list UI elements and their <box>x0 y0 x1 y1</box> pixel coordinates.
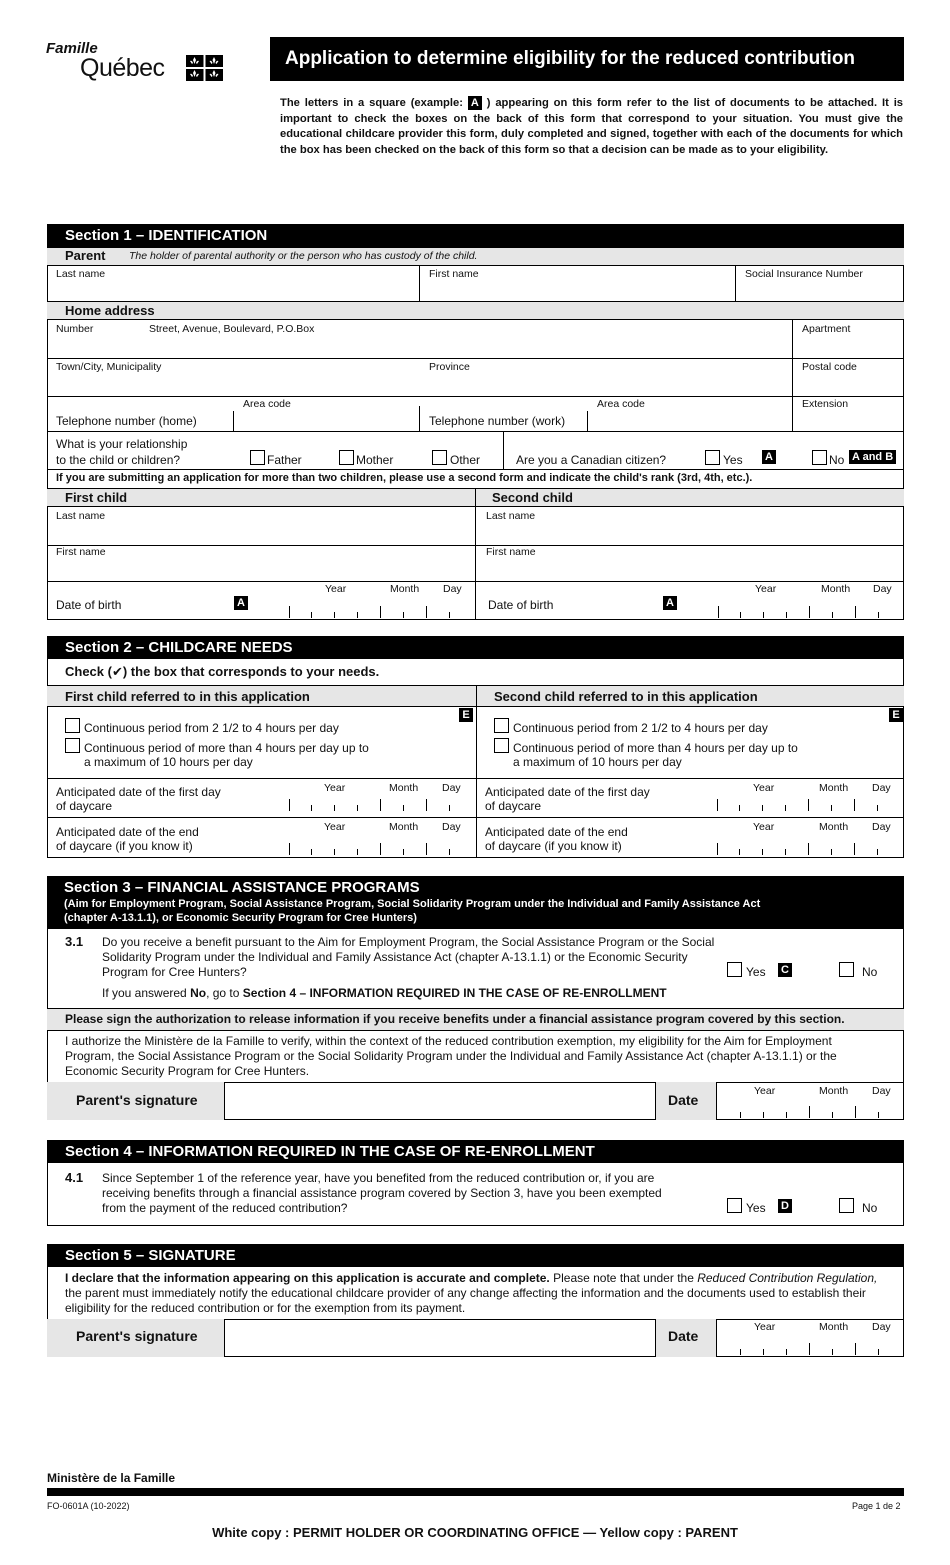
postal-code-input[interactable] <box>797 375 900 393</box>
child2-first-name-label: First name <box>486 546 536 558</box>
parent-note: The holder of parental authority or the person who has custody of the child. <box>129 250 478 262</box>
s3-date-label: Date <box>668 1092 699 1108</box>
q31-yes-tag: C <box>778 963 792 977</box>
logo-famille: Famille <box>46 40 98 57</box>
child2-e-tag: E <box>889 708 903 722</box>
citizen-question: Are you a Canadian citizen? <box>516 453 667 467</box>
q41-number: 4.1 <box>65 1170 84 1185</box>
child1-opt2-label-2: a maximum of 10 hours per day <box>84 755 253 769</box>
footer-bar <box>47 1488 904 1496</box>
child2-opt2-checkbox[interactable] <box>494 738 509 753</box>
child1-opt1-checkbox[interactable] <box>65 718 80 733</box>
extension-label: Extension <box>802 398 849 410</box>
child2-opt2-label-2: a maximum of 10 hours per day <box>513 755 682 769</box>
province-input[interactable] <box>424 375 786 393</box>
sin-label: Social Insurance Number <box>745 268 863 280</box>
section-3-title: Section 3 – FINANCIAL ASSISTANCE PROGRAMS <box>64 879 420 896</box>
area-code-2-label: Area code <box>597 398 645 410</box>
more-children-note: If you are submitting an application for more than two children, please use a second form and indicate the child's rank (3rd, 4th, etc.). <box>56 472 753 484</box>
page-number: Page 1 de 2 <box>852 1501 901 1511</box>
postal-code-label: Postal code <box>802 361 857 373</box>
apartment-label: Apartment <box>802 323 851 335</box>
q31-number: 3.1 <box>65 934 84 949</box>
s5-signature-label: Parent's signature <box>76 1328 198 1344</box>
section-4-title: Section 4 – INFORMATION REQUIRED IN THE CASE OF RE-ENROLLMENT <box>47 1140 904 1163</box>
area-code-1-label: Area code <box>243 398 291 410</box>
child1-dob-label: Date of birth <box>56 598 122 612</box>
town-label: Town/City, Municipality <box>56 361 162 373</box>
section-3-header: Section 3 – FINANCIAL ASSISTANCE PROGRAMS (Aim for Employment Program, Social Assistance Program, Social Solidarity Program under the Individual and Family Assistance Act (chapter A-13.1.1), or Economic Security Program for Cree Hunters) <box>47 876 904 929</box>
s3-signature-input[interactable] <box>228 1085 652 1117</box>
extension-input[interactable] <box>797 412 900 430</box>
relationship-label-2: to the child or children? <box>56 453 181 467</box>
child1-end-date-input[interactable] <box>289 837 471 857</box>
child2-opt2-label-1: Continuous period of more than 4 hours per day up to <box>513 741 798 755</box>
copies-note: White copy : PERMIT HOLDER OR COORDINATING OFFICE — Yellow copy : PARENT <box>212 1525 738 1540</box>
father-label: Father <box>267 453 302 467</box>
ministry-name: Ministère de la Famille <box>47 1471 176 1485</box>
s5-date-input[interactable] <box>718 1337 901 1356</box>
tel-home-input[interactable] <box>238 412 414 430</box>
declaration-line-1: I declare that the information appearing on this application is accurate and complete. Please note that under the Reduced Contribution Regulation, <box>65 1271 878 1285</box>
s5-date-label: Date <box>668 1328 699 1344</box>
tel-work-input[interactable] <box>592 412 787 430</box>
child2-end-date-input[interactable] <box>717 837 900 857</box>
section-2-instruction: Check (✔) the box that corresponds to your needs. <box>65 664 380 679</box>
child2-first-name-input[interactable] <box>481 560 899 578</box>
section-1-title: Section 1 – IDENTIFICATION <box>47 224 904 247</box>
form-code: FO-0601A (10-2022) <box>47 1501 130 1511</box>
street-input[interactable] <box>52 337 787 355</box>
child1-first-day-input[interactable] <box>289 797 471 816</box>
q31-yes-checkbox[interactable] <box>727 962 742 977</box>
q31-goto: If you answered No, go to Section 4 – INFORMATION REQUIRED IN THE CASE OF RE-ENROLLMENT <box>102 986 667 1000</box>
child1-dob-tag: A <box>234 596 248 610</box>
parent-label: Parent <box>65 248 106 263</box>
citizen-no-checkbox[interactable] <box>812 450 827 465</box>
q41-no-checkbox[interactable] <box>839 1198 854 1213</box>
citizen-no-label: No <box>829 453 845 467</box>
town-input[interactable] <box>52 375 414 393</box>
example-tag: A <box>468 96 482 110</box>
first-child-label: First child <box>65 490 128 505</box>
child1-opt2-label-1: Continuous period of more than 4 hours per day up to <box>84 741 369 755</box>
child1-opt2-checkbox[interactable] <box>65 738 80 753</box>
parent-last-name-input[interactable] <box>52 282 414 300</box>
number-label: Number <box>56 323 94 335</box>
home-address-label: Home address <box>65 303 155 318</box>
form-title: Application to determine eligibility for the reduced contribution <box>270 37 904 81</box>
section-2-title: Section 2 – CHILDCARE NEEDS <box>47 636 904 659</box>
child1-opt1-label: Continuous period from 2 1/2 to 4 hours per day <box>84 721 339 735</box>
s3-date-input[interactable] <box>718 1100 901 1119</box>
parent-last-name-label: Last name <box>56 268 106 280</box>
sin-input[interactable] <box>740 282 900 300</box>
father-checkbox[interactable] <box>250 450 265 465</box>
fleur-de-lis-icon <box>186 55 223 81</box>
child2-dob-label: Date of birth <box>488 598 554 612</box>
child1-e-tag: E <box>459 708 473 722</box>
apartment-input[interactable] <box>797 337 900 355</box>
sign-authorization-note: Please sign the authorization to release information if you receive benefits under a financial assistance program covered by this section. <box>65 1012 845 1026</box>
other-checkbox[interactable] <box>432 450 447 465</box>
other-label: Other <box>450 453 481 467</box>
q41-yes-checkbox[interactable] <box>727 1198 742 1213</box>
citizen-yes-tag: A <box>762 450 776 464</box>
mother-checkbox[interactable] <box>339 450 354 465</box>
logo-quebec: Québec <box>80 54 165 82</box>
relationship-label-1: What is your relationship <box>56 437 188 451</box>
child2-first-day-input[interactable] <box>717 797 900 816</box>
child2-last-name-input[interactable] <box>481 524 899 542</box>
province-label: Province <box>429 361 470 373</box>
child2-opt1-label: Continuous period from 2 1/2 to 4 hours per day <box>513 721 768 735</box>
second-child-label: Second child <box>492 490 573 505</box>
parent-first-name-input[interactable] <box>424 282 730 300</box>
child2-last-name-label: Last name <box>486 510 536 522</box>
child1-first-name-input[interactable] <box>52 560 470 578</box>
s5-signature-input[interactable] <box>228 1322 652 1354</box>
child1-last-name-label: Last name <box>56 510 106 522</box>
intro-text: The letters in a square (example: A ) appearing on this form refer to the list of documents to be attached. It is important to check the boxes on the back of this form that correspond to your situation. You must give the educational childcare provider this form, duly completed and signed, together with each of the documents for which the box has been checked on the back of this form so that a decision can be made as to your eligibility. <box>280 97 904 156</box>
section-5-title: Section 5 – SIGNATURE <box>47 1244 904 1267</box>
child1-last-name-input[interactable] <box>52 524 470 542</box>
child2-dob-input[interactable] <box>718 600 899 619</box>
citizen-yes-label: Yes <box>723 453 743 467</box>
s3-signature-label: Parent's signature <box>76 1092 198 1108</box>
mother-label: Mother <box>356 453 394 467</box>
child1-first-name-label: First name <box>56 546 106 558</box>
street-label: Street, Avenue, Boulevard, P.O.Box <box>149 323 315 335</box>
first-child-col-label: First child referred to in this application <box>65 689 310 704</box>
tel-home-label: Telephone number (home) <box>56 414 197 428</box>
child2-opt1-checkbox[interactable] <box>494 718 509 733</box>
logo <box>46 40 231 90</box>
q41-yes-tag: D <box>778 1199 792 1213</box>
parent-first-name-label: First name <box>429 268 479 280</box>
citizen-yes-checkbox[interactable] <box>705 450 720 465</box>
child2-dob-tag: A <box>663 596 677 610</box>
tel-work-label: Telephone number (work) <box>429 414 566 428</box>
child1-dob-input[interactable] <box>289 600 470 619</box>
second-child-col-label: Second child referred to in this application <box>494 689 758 704</box>
q31-no-checkbox[interactable] <box>839 962 854 977</box>
citizen-no-tag: A and B <box>849 450 896 464</box>
